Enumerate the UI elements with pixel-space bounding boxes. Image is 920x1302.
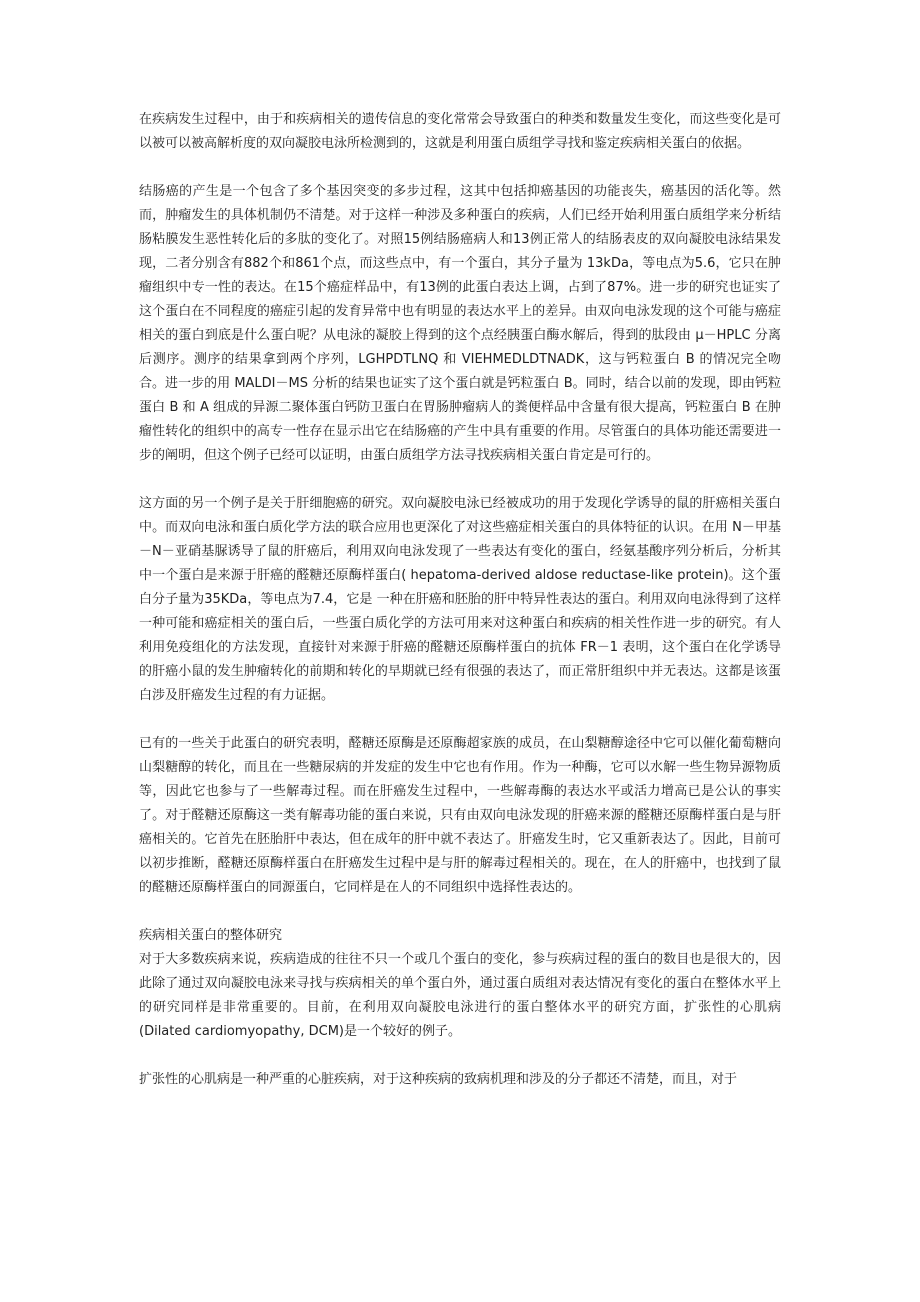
paragraph-aldose-reductase: 已有的一些关于此蛋白的研究表明，醛糖还原酶是还原酶超家族的成员，在山梨糖醇途径中它可以催化葡萄糖向山梨糖醇的转化，而且在一些糖尿病的并发症的发生中它也有作用。作为一种酶，它可以水解一些生物异源物质等，因此它也参与了一些解毒过程。而在肝癌发生过程中，一些解毒酶的表达水平或活力增高已是公认的事实了。对于醛糖还原酶这一类有解毒功能的蛋白来说，只有由双向电泳发现的肝癌来源的醛糖还原酶样蛋白是与肝癌相关的。它首先在胚胎肝中表达，但在成年的肝中就不表达了。肝癌发生时，它又重新表达了。因此，目前可以初步推断，醛糖还原酶样蛋白在肝癌发生过程中是与肝的解毒过程相关的。现在，在人的肝癌中，也找到了鼠的醛糖还原酶样蛋白的同源蛋白，它同样是在人的不同组织中选择性表达的。: [139, 736, 781, 895]
document-body: [139, 108, 781, 1116]
section-heading: 疾病相关蛋白的整体研究: [139, 928, 283, 943]
paragraph-intro: 在疾病发生过程中，由于和疾病相关的遗传信息的变化常常会导致蛋白的种类和数量发生变化，而这些变化是可以被可以被高解析度的双向凝胶电泳所检测到的，这就是利用蛋白质组学寻找和鉴定疾病相关蛋白的依据。: [139, 112, 781, 151]
paragraph-colon-cancer: 结肠癌的产生是一个包含了多个基因突变的多步过程，这其中包括抑癌基因的功能丧失，癌基因的活化等。然而，肿瘤发生的具体机制仍不清楚。对于这样一种涉及多种蛋白的疾病，人们已经开始利用蛋白质组学来分析结肠粘膜发生恶性转化后的多肽的变化了。对照15例结肠癌病人和13例正常人的结肠表皮的双向凝胶电泳结果发现，二者分别含有882个和861个点，而这些点中，有一个蛋白，其分子量为 13kDa，等电点为5.6，它只在肿瘤组织中专一性的表达。在15个癌症样品中，有13例的此蛋白表达上调，占到了87%。进一步的研究也证实了这个蛋白在不同程度的癌症引起的发育异常中也有明显的表达水平上的差异。由双向电泳发现的这个可能与癌症相关的蛋白到底是什么蛋白呢？从电泳的凝胶上得到的这个点经胰蛋白酶水解后，得到的肽段由 μ－HPLC 分离后测序。测序的结果拿到两个序列，LGHPDTLNQ 和 VIEHMEDLDTNADK，这与钙粒蛋白 B 的情况完全吻合。进一步的用 MALDI－MS 分析的结果也证实了这个蛋白就是钙粒蛋白 B。同时，结合以前的发现，即由钙粒蛋白 B 和 A 组成的异源二聚体蛋白钙防卫蛋白在胃肠肿瘤病人的粪便样品中含量有很大提高，钙粒蛋白 B 在肿瘤性转化的组织中的高专一性存在显示出它在结肠癌的产生中具有重要的作用。尽管蛋白的具体功能还需要进一步的阐明，但这个例子已经可以证明，由蛋白质组学方法寻找疾病相关蛋白肯定是可行的。: [139, 184, 781, 463]
paragraph-liver-cancer: 这方面的另一个例子是关于肝细胞癌的研究。双向凝胶电泳已经被成功的用于发现化学诱导的鼠的肝癌相关蛋白中。而双向电泳和蛋白质化学方法的联合应用也更深化了对这些癌症相关蛋白的具体特征的认识。在用 N－甲基－N－亚硝基脲诱导了鼠的肝癌后，利用双向电泳发现了一些表达有变化的蛋白，经氨基酸序列分析后，分析其中一个蛋白是来源于肝癌的醛糖还原酶样蛋白( hepatoma-derived aldose reductase-like protein)。这个蛋白分子量为35KDa，等电点为7.4，它是 一种在肝癌和胚胎的肝中特异性表达的蛋白。利用双向电泳得到了这样一种可能和癌症相关的蛋白后，一些蛋白质化学的方法可用来对这种蛋白和疾病的相关性作进一步的研究。有人利用免疫组化的方法发现，直接针对来源于肝癌的醛糖还原酶样蛋白的抗体 FR－1 表明，这个蛋白在化学诱导的肝癌小鼠的发生肿瘤转化的前期和转化的早期就已经有很强的表达了，而正常肝组织中并无表达。这都是该蛋白涉及肝癌发生过程的有力证据。: [139, 496, 781, 703]
paragraph-overall-study: 对于大多数疾病来说，疾病造成的往往不只一个或几个蛋白的变化，参与疾病过程的蛋白的数目也是很大的，因此除了通过双向凝胶电泳来寻找与疾病相关的单个蛋白外，通过蛋白质组对表达情况有变化的蛋白在整体水平上的研究同样是非常重要的。目前，在利用双向凝胶电泳进行的蛋白整体水平的研究方面，扩张性的心肌病(Dilated cardiomyopathy, DCM)是一个较好的例子。: [139, 952, 781, 1039]
paragraph-dcm: 扩张性的心肌病是一种严重的心脏疾病，对于这种疾病的致病机理和涉及的分子都还不清楚，而且，对于: [139, 1072, 738, 1087]
